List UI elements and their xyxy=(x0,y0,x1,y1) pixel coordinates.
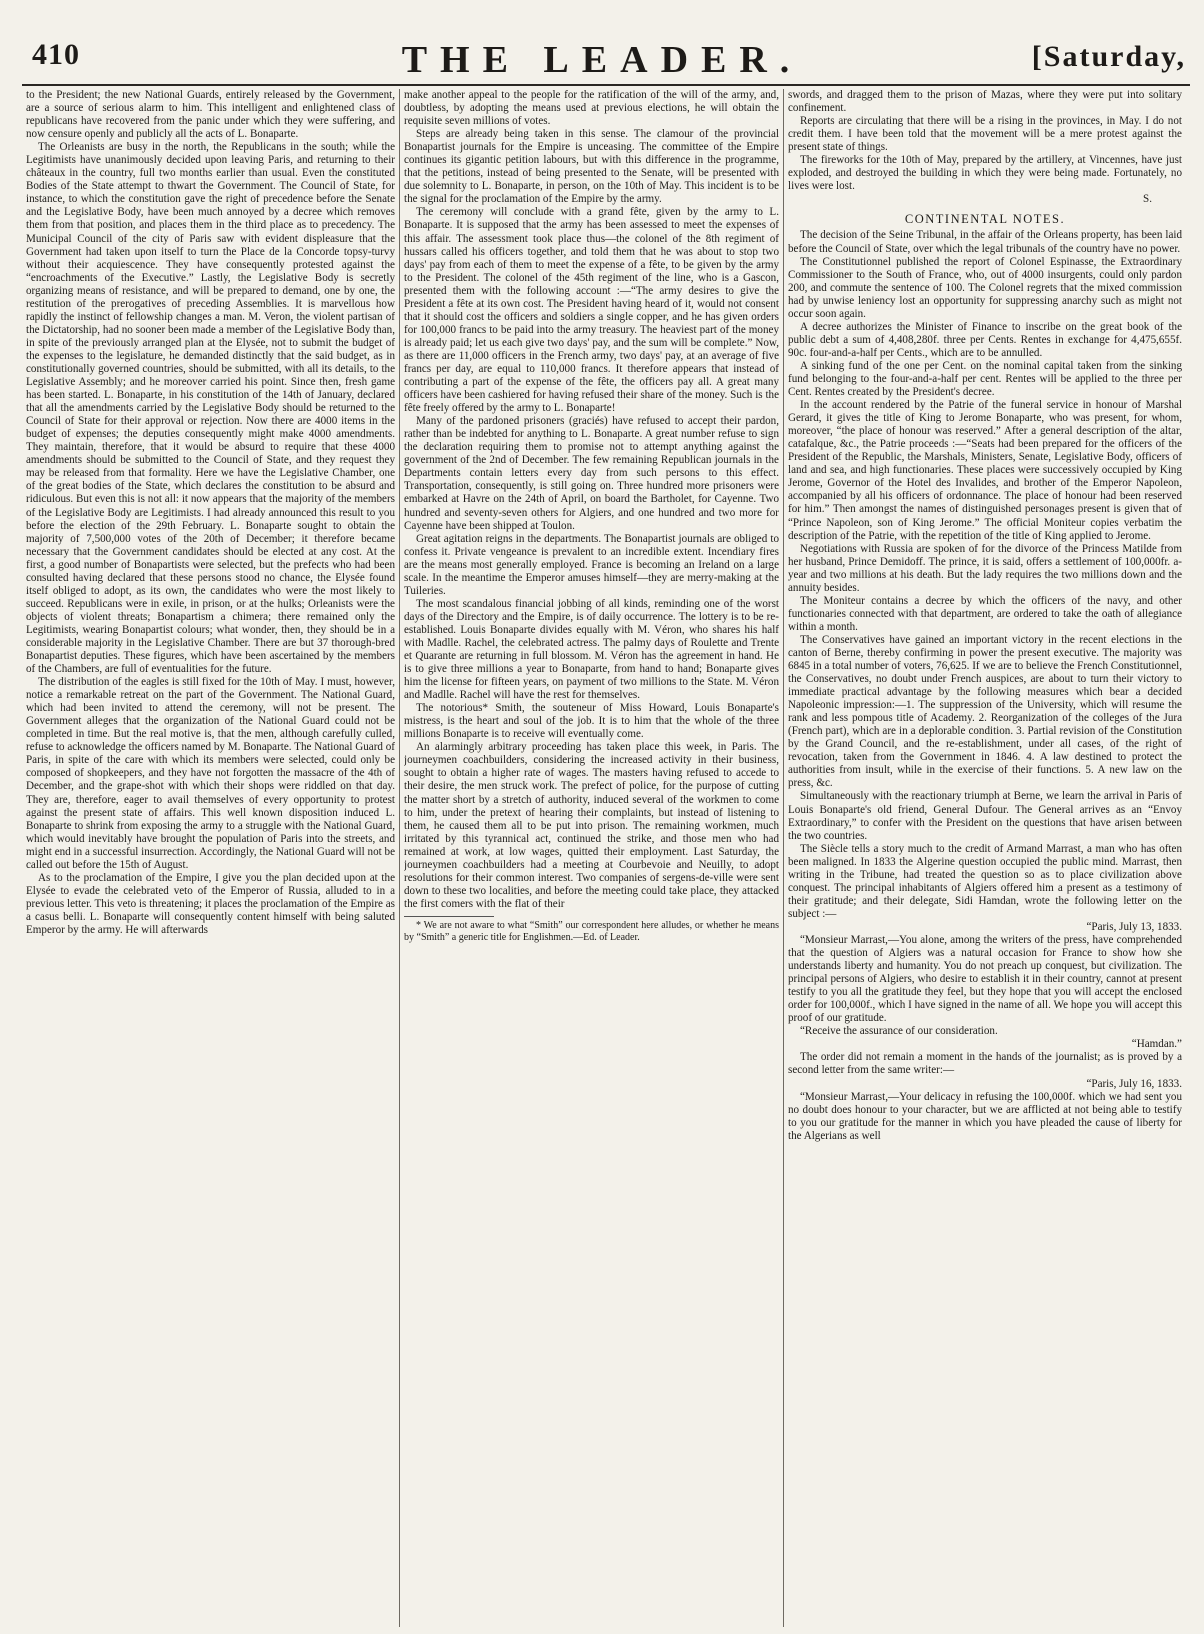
notes-paragraph: Negotiations with Russia are spoken of for the divorce of the Princess Matilde from her husband, Prince Demidoff. The prince, it is said, offers a settlement of 100,000fr. a-year and two millions at his death. But the lady requires the two millions down and the annuity besides. xyxy=(788,542,1182,594)
notes-paragraph: In the account rendered by the Patrie of the funeral service in honour of Marshal Gerard, it gives the title of King to Jerome Bonaparte, who was present, for whom, moreover, “the place of honour was reserved.” After a general description of the altar, catafalque, &c., the Patrie proceeds :—“Seats had been prepared for the officers of the President of the Republic, the Marshals, Ministers, Senate, Legislative Body, officers of land and sea, and high functionaries. These places were successively occupied by King Jerome, Governor of the Hotel des Invalides, and brother of the Emperor Napoleon, accompanied by all his officers of ordonnance. The place of honour had been reserved for him.” Then amongst the names of distinguished personages present is given that of “Prince Napoleon, son of King Jerome.” The official Moniteur copies verbatim the description of the Patrie, with the repetition of the title of King applied to Jerome. xyxy=(788,399,1182,542)
article-paragraph: Reports are circulating that there will be a rising in the provinces, in May. I do not credit them. I have been told that the movement will be a mere protest against the present state of things. xyxy=(788,115,1182,154)
article-paragraph: The Orleanists are busy in the north, the Republicans in the south; while the Legitimists have unanimously decided upon leaving Paris, and returning to their châteaux in the country, full two months earlier than usual. Even the constituted Bodies of the State attempt to thwart the Government. The Council of State, for instance, to which the constitution gave the right of precedence before the Senate and the Legislative Body, have been much annoyed by a decree which removes them from that position, and places them in the third place as to precedency. The Municipal Council of the city of Paris saw with evident displeasure that the Government had taken upon itself to turn the Place de la Concorde topsy-turvy without their acquiescence. They have consequently protested against the “encroachments of the Executive.” Lastly, the Legislative Body is secretly organizing means of resistance, and will be prepared to demand, one by one, the restitution of the prerogatives of preceding Assemblies. It is marvellous how rapidly the instinct of fellowship changes a man. M. Veron, the violent partisan of the Dictatorship, had no sooner been made a member of the Legislative Body than, in spite of the previously arranged plan at the Elysée, not to submit the budget of the expenses to the legislature, he demanded distinctly that the said budget, as in constitutionally governed countries, should be submitted, with all its details, to the Legislative Assembly; and he moreover carried his point. Since then, fresh game has been started. L. Bonaparte, in his constitution of the 14th of January, declared that all the amendments carried by the Legislative Body should be returned to the Council of State for their approval or rejection. Now there are 4000 items in the budget of expenses; the deputies consequently might make 4000 amendments. They maintain, therefore, that it would be absurd to require that these 4000 amendments should be submitted to the Council of State, and they request they may be released from that formality. Here we have the Legislative Chamber, one of the great bodies of the State, which declares the constitution to be absurd and ridiculous. But even this is not all: it now appears that the majority of the members of the Legislative Body are Legitimists. I had already announced this result to you before the election of the 29th February. L. Bonaparte sought to obtain the majority of 7,500,000 votes of the 20th of December; it therefore became necessary that the Government candidates should be elected at any cost. At the first, a good number of Bonapartists were selected, but the prefects who had been consulted having declared that these persons stood no chance, the Elysée found itself obliged to adopt, as its own, the candidates who were the most likely to succeed. Republicans were in exile, in prison, or at the hulks; Orleanists were the objects of violent threats; Bonapartism a chimera; there remained only the Legitimists, wearing Bonapartist colours; what wonder, then, they should be in a considerable majority in the Legislative Chamber. There are but 37 thorough-bred Bonapartist deputies. These figures, which have been ascertained by the members of the Chambers, are full of eventualities for the future. xyxy=(26,141,395,676)
column-3 xyxy=(788,89,1182,1624)
notes-paragraph: The Constitutionnel published the report of Colonel Espinasse, the Extraordinary Commissioner to the South of France, who, out of 4000 insurgents, could only pardon 200, and commute the sentence of 100. The Colonel regrets that the mixed commission had by unwise leniency lost an opportunity for suppressing anarchy such as might not occur soon again. xyxy=(788,255,1182,320)
article-paragraph: An alarmingly arbitrary proceeding has taken place this week, in Paris. The journeymen coachbuilders, considering the increased activity in their business, sought to obtain a higher rate of wages. The masters having refused to accede to their desire, the men struck work. The prefect of police, for the purpose of cutting the matter short by a stretch of authority, induced several of the workmen to come to him, under the pretext of hearing their complaints, but instead of listening to them, he caused them all to be put into prison. The remaining workmen, much irritated by this tyrannical act, continued the strike, and those men who had remained at work, at low wages, quitted their employment. Last Saturday, the journeymen coachbuilders had a meeting at Courbevoie and Neuilly, to adopt resolutions for their common interest. Two companies of sergens-de-ville were sent down to these two localities, and before the meeting could take place, they attacked the first comers with the flat of their xyxy=(404,741,779,910)
notes-paragraph: The Conservatives have gained an important victory in the recent elections in the canton of Berne, thereby confirming in power the present executive. The majority was 6845 in a total number of voters, 76,625. If we are to believe the French Constitutionnel, the Conservatives, no doubt under French auspices, are about to turn their victory to immediate practical advantage by the following measures which bear a decided Napoleonic impression:—1. The suppression of the University, which will resume the rank and less pompous title of Academy. 2. Reorganization of the colleges of the Jura (French part), which are in a deplorable condition. 3. Partial revision of the Constitution by the Grand Council, and the re-establishment, under all cases, of the right of revocation, taken from the Government in 1846. 4. A law destined to protect the authorities from insult, while in the exercise of their functions. 5. A new law on the press, &c. xyxy=(788,633,1182,790)
letter-body: “Monsieur Marrast,—You alone, among the writers of the press, have comprehended that the question of Algiers was a natural occasion for France to show how she understands liberty and humanity. You do not preach up conquest, but civilization. The principal persons of Algiers, who desire to establish it in their country, cannot at present testify to you all the gratitude they feel, but they hope that you will accept the enclosed order for 100,000f., which I have signed in the name of all. We hope you will accept this proof of our gratitude. xyxy=(788,934,1182,1025)
article-paragraph: The fireworks for the 10th of May, prepared by the artillery, at Vincennes, have just exploded, and destroyed the building in which they were being made. Fortunately, no lives were lost. xyxy=(788,154,1182,193)
article-paragraph: The distribution of the eagles is still fixed for the 10th of May. I must, however, notice a remarkable retreat on the part of the Government. The National Guard, which had been invited to attend the ceremony, will not be present. The Government alleges that the organization of the National Guard could not be completed in time. But the real motive is, that the men, although carefully culled, refuse to acknowledge the officers named by M. Bonaparte. The National Guard of Paris, in spite of the care with which its members were selected, could only be composed of shopkeepers, and they have not forgotten the massacre of the 4th of December, and the grape-shot with which their shops were riddled on that day. They are, therefore, eager to avail themselves of every opportunity to protest against the present state of affairs. This well known disposition induced L. Bonaparte to shrink from exposing the army to a struggle with the National Guard, which would inevitably have brought the population of Paris into the streets, and might end in a successful insurrection. Accordingly, the National Guard will not be called out before the 15th of August. xyxy=(26,676,395,871)
newspaper-title: THE LEADER. xyxy=(401,39,803,81)
article-paragraph: swords, and dragged them to the prison of Mazas, where they were put into solitary confinement. xyxy=(788,89,1182,115)
column-2 xyxy=(404,89,779,1624)
letter-signature: “Hamdan.” xyxy=(1131,1038,1182,1051)
letter-date: “Paris, July 13, 1833. xyxy=(1086,920,1182,933)
article-paragraph: to the President; the new National Guards, entirely released by the Government, are a source of serious alarm to him. This intelligent and enlightened class of republicans have recovered from the panic under which they were suffering, and now censure openly and publicly all the acts of L. Bonaparte. xyxy=(26,89,395,141)
author-signoff: S. xyxy=(1143,193,1152,206)
notes-paragraph: The decision of the Seine Tribunal, in the affair of the Orleans property, has been laid before the Council of State, over which the legal tribunals of the country have no power. xyxy=(788,229,1182,255)
letter-closing: “Receive the assurance of our consideration. xyxy=(800,1025,998,1038)
notes-paragraph: A sinking fund of the one per Cent. on the nominal capital taken from the sinking fund belonging to the four-and-a-half per cent. Rentes will be applied to the three per Cent. Rentes created by the President's decree. xyxy=(788,359,1182,399)
masthead-rule xyxy=(22,84,1190,86)
notes-paragraph: Simultaneously with the reactionary triumph at Berne, we learn the arrival in Paris of Louis Bonaparte's old friend, General Dufour. The General arrives as an “Envoy Extraordinary,” to confer with the President on the questions that have arisen between the two countries. xyxy=(788,790,1182,842)
notes-paragraph: The Siècle tells a story much to the credit of Armand Marrast, a man who has often been maligned. In 1833 the Algerine question occupied the public mind. Marrast, then writing in the Tribune, had treated the question so as to place civilization above conquest. The principal inhabitants of Algiers offered him a present as a testimony of their gratitude; and their delegate, Sidi Hamdan, wrote the following letter on the subject :— xyxy=(788,842,1182,920)
footnote-rule xyxy=(404,916,494,917)
notes-paragraph: A decree authorizes the Minister of Finance to inscribe on the great book of the public debt a sum of 4,408,280f. three per Cents. Rentes in exchange for 4,475,655f. 90c. four-and-a-half per Cents., which are to be annulled. xyxy=(788,320,1182,359)
article-paragraph: The most scandalous financial jobbing of all kinds, reminding one of the worst days of the Directory and the Empire, is of daily occurrence. The lottery is to be re-established. Louis Bonaparte divides equally with M. Véron, who shares his half with Madlle. Rachel, the celebrated actress. The palmy days of Roulette and Trente et Quarante are returning in full blossom. M. Véron has the agreement in hand. He is to give three millions a year to Bonaparte, from hand to hand; Bonaparte gives him the license for fifteen years, on payment of two millions to the State. M. Véron and Madlle. Rachel will have the rest for themselves. xyxy=(404,597,779,702)
column-divider xyxy=(399,89,400,1627)
article-paragraph: Many of the pardoned prisoners (graciés) have refused to accept their pardon, rather than be indebted for anything to L. Bonaparte. A great number refuse to sign the declaration requiring them to promise not to attempt anything against the government of the 2nd of December. The few remaining Republican journals in the Departments contain letters every day from such persons to this effect. Transportation, consequently, is still going on. Three hundred more prisoners were embarked at Havre on the 24th of April, on board the Bartholet, for Cayenne. Two hundred and seventy-seven others for Algiers, and one hundred and two more for Cayenne have been shipped at Toulon. xyxy=(404,415,779,532)
section-heading: CONTINENTAL NOTES. xyxy=(904,212,1066,227)
article-paragraph: The ceremony will conclude with a grand fête, given by the army to L. Bonaparte. It is supposed that the army has been assessed to meet the expenses of this affair. The assessment took place thus—the colonel of the 8th regiment of hussars called his officers together, and told them that he was about to stop two days' pay from each of them to meet the expense of a fête, to be given by the army to the President. The colonel of the 45th regiment of the line, who is a Gascon, presented them with the following account :—“The army desires to give the President a fête at its own cost. The President having heard of it, would not consent that it should cost the officers and soldiers a single copper, and he has given orders for 100,000 francs to be paid into the army treasury. The heaviest part of the money is already paid; let us each give two days' pay, and the sum will be complete.” Now, as there are 11,000 officers in the French army, two days' pay, at an average of five francs per day, are equal to 110,000 francs. It therefore appears that instead of contributing a part of the expense of the fête, the officers pay all. A great many officers have been cashiered for having refused their share of the money. Such is the fête freely offered by the army to L. Bonaparte! xyxy=(404,206,779,415)
article-paragraph: The notorious* Smith, the souteneur of Miss Howard, Louis Bonaparte's mistress, is the heart and soul of the job. It is to him that the whole of the three millions Bonaparte is to receive will eventually come. xyxy=(404,702,779,741)
article-paragraph: Great agitation reigns in the departments. The Bonapartist journals are obliged to confess it. Private vengeance is prevalent to an incredible extent. Incendiary fires are the means most generally employed. France is becoming an Ireland on a large scale. In the meantime the Emperor amuses himself—they are merry-making at the Tuileries. xyxy=(404,532,779,597)
notes-paragraph: The order did not remain a moment in the hands of the journalist; as is proved by a second letter from the same writer:— xyxy=(788,1051,1182,1077)
article-paragraph: Steps are already being taken in this sense. The clamour of the provincial Bonapartist journals for the Empire is unceasing. The committee of the Empire continues its gigantic petition labours, but with this difference in the programme, that the petitions, instead of being presented to the Senate, will be presented with due solemnity to L. Bonaparte, in person, on the 10th of May. This incident is to be the signal for the proclamation of the Empire by the army. xyxy=(404,128,779,206)
notes-paragraph: The Moniteur contains a decree by which the officers of the navy, and other functionaries connected with that department, are ordered to take the oath of allegiance within a month. xyxy=(788,594,1182,633)
footnote: * We are not aware to what “Smith” our correspondent here alludes, or whether he means by “Smith” a generic title for Englishmen.—Ed. of Leader. xyxy=(404,919,779,943)
column-divider xyxy=(783,89,784,1627)
page-number: 410 xyxy=(32,38,80,71)
issue-day: [Saturday, xyxy=(1031,40,1186,73)
article-paragraph: As to the proclamation of the Empire, I give you the plan decided upon at the Elysée to evade the celebrated veto of the Emperor of Russia, alluded to in a previous letter. This veto is threatening; it places the proclamation of the Empire as a casus belli. L. Bonaparte will consequently content himself with being saluted Emperor by the army. He will afterwards xyxy=(26,871,395,936)
article-paragraph: make another appeal to the people for the ratification of the will of the army, and, doubtless, by adopting the means used at previous elections, he will obtain the requisite seven millions of votes. xyxy=(404,89,779,128)
letter-body: “Monsieur Marrast,—Your delicacy in refusing the 100,000f. which we had sent you no doubt does honour to your character, but we are afflicted at not being able to testify to you our gratitude for the manner in which you have pleaded the cause of liberty for the Algerians as well xyxy=(788,1090,1182,1142)
column-1 xyxy=(26,89,395,1624)
masthead xyxy=(18,38,1186,82)
letter-date: “Paris, July 16, 1833. xyxy=(1086,1077,1182,1090)
